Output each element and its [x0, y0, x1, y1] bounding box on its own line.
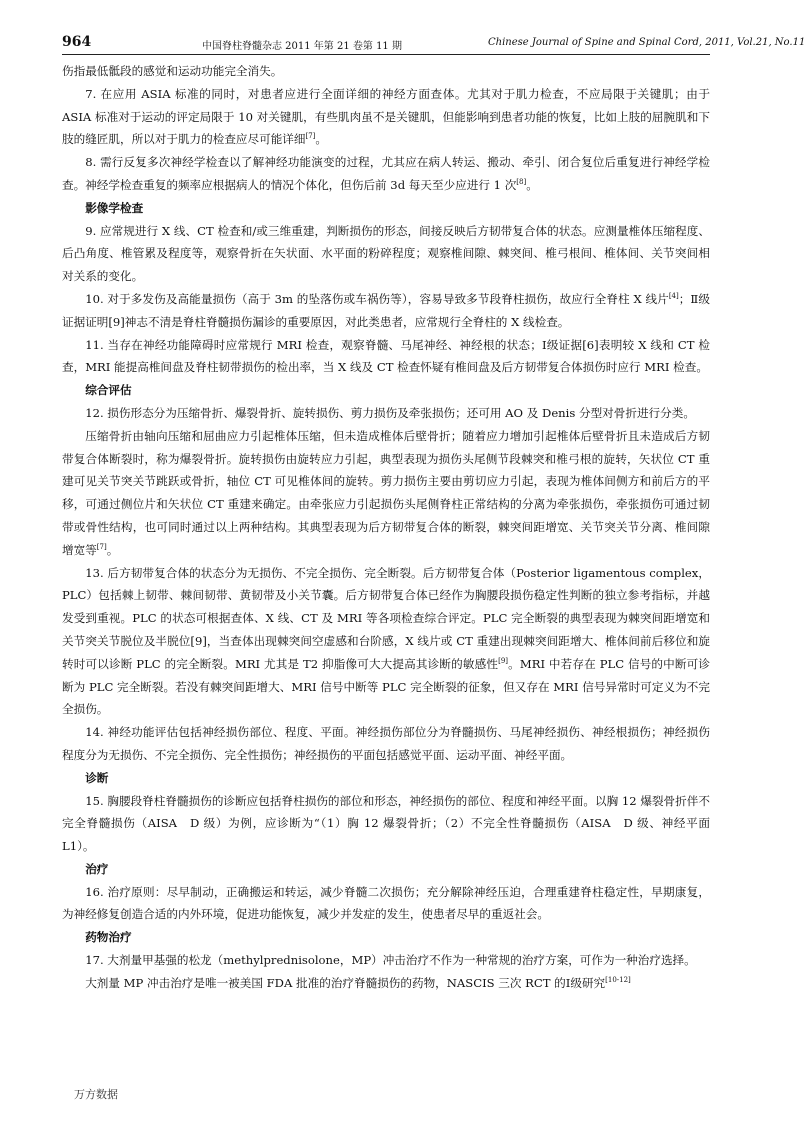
paragraph-text: 13. 后方韧带复合体的状态分为无损伤、不完全损伤、完全断裂。后方韧带复合体（Posterior ligamentous complex，PLC）包括棘上韧带、棘间韧带、黄韧带及小关节囊。后方韧带复合体已经作为胸腰段损伤稳定性判断的独立参考指标，并越发受到重视。PLC 的状态可根据查体、X 线、CT 及 MRI 等各项检查综合评定。PLC 完全断裂的典型表现为棘突间距增宽和关节突关节脱位及半脱位[9]，当查体出现棘突间空虚感和台阶感，X 线片或 CT 重建出现棘突间距增大、椎体间前后移位和旋转时可以诊断 PLC 的完全断裂。MRI 尤其是 T2 抑脂像可大大提高其诊断的敏感性: [62, 565, 710, 671]
paragraph-text: 综合评估: [85, 383, 132, 398]
paragraph-text: 药物治疗: [85, 930, 132, 945]
paragraph-text: 17. 大剂量甲基强的松龙（methylprednisolone，MP）冲击治疗不作为一种常规的治疗方案，可作为一种治疗选择。: [85, 953, 696, 968]
paragraph-text: 压缩骨折由轴向压缩和屈曲应力引起椎体压缩，但未造成椎体后壁骨折；随着应力增加引起椎体后壁骨折且未造成后方韧带复合体断裂时，称为爆裂骨折。旋转损伤由旋转应力引起，典型表现为损伤头尾侧节段棘突和椎弓根的旋转，矢状位 CT 重建可见关节突关节跳跃或骨折，轴位 CT 可见椎体间的旋转。剪力损伤主要由剪切应力引起，表现为椎体间侧方和前后方的平移，可通过侧位片和矢状位 CT 重建来确定。由牵张应力引起损伤头尾侧脊柱正常结构的分离为牵张损伤，牵张损伤可通过韧带或骨性结构，也可同时通过以上两种结构。其典型表现为后方韧带复合体的断裂，棘突间距增宽、关节突关节分离、椎间隙增宽等: [62, 428, 710, 557]
paragraph: [62, 83, 710, 151]
paragraph: [62, 562, 710, 722]
paragraph-text: 影像学检查: [85, 200, 144, 215]
paragraph-text: 12. 损伤形态分为压缩骨折、爆裂骨折、旋转损伤、剪力损伤及牵张损伤；还可用 AO 及 Denis 分型对骨折进行分类。: [85, 405, 695, 420]
paragraph: [62, 881, 710, 927]
paragraph: [62, 972, 710, 995]
paragraph: [62, 60, 710, 83]
paragraph-text: 14. 神经功能评估包括神经损伤部位、程度、平面。神经损伤部位分为脊髓损伤、马尾神经损伤、神经根损伤；神经损伤程度分为无损伤、不完全损伤、完全性损伤；神经损伤的平面包括感觉平面、运动平面、神经平面。: [62, 725, 710, 762]
paragraph-text: 16. 治疗原则：尽早制动，正确搬运和转运，减少脊髓二次损伤；充分解除神经压迫，合理重建脊柱稳定性，早期康复，为神经修复创造合适的内外环境，促进功能恢复，减少并发症的发生，使患者尽早的重返社会。: [62, 884, 710, 922]
journal-title-english: Chinese Journal of Spine and Spinal Cord, 2011, Vol.21, No.11: [488, 37, 805, 48]
paragraph-text: 9. 应常规进行 X 线、CT 检查和/或三维重建，判断损伤的形态，间接反映后方韧带复合体的状态。应测量椎体压缩程度、后凸角度、椎管累及程度等，观察骨折在矢状面、水平面的粉碎程度；观察椎间隙、棘突间、椎弓根间、椎体间、关节突间相对关系的变化。: [62, 223, 710, 284]
article-body: [62, 60, 710, 995]
paragraph-text: 伤指最低骶段的感觉和运动功能完全消失。: [62, 64, 283, 78]
section-heading: [62, 858, 710, 881]
section-heading: [62, 197, 710, 220]
citation-ref: [7]: [305, 132, 316, 141]
citation-ref: [4]: [668, 292, 679, 301]
paragraph-text: 10. 对于多发伤及高能量损伤（高于 3m 的坠落伤或车祸伤等），容易导致多节段脊柱损伤，故应行全脊柱 X 线片: [85, 291, 669, 306]
paragraph: [62, 288, 710, 334]
paragraph: [62, 790, 710, 858]
section-heading: [62, 926, 710, 949]
paragraph: [62, 151, 710, 197]
paragraph-tail: 。MRI 中若存在 PLC 信号的中断可诊断为 PLC 完全断裂。若没有棘突间距增大、MRI 信号中断等 PLC 完全断裂的征象，但又存在 MRI 信号异常时可定义为不完全损伤。: [62, 656, 710, 717]
citation-ref: [8]: [516, 178, 527, 187]
paragraph: [62, 220, 710, 288]
paragraph-tail: 。: [526, 177, 538, 192]
paragraph-text: 8. 需行反复多次神经学检查以了解神经功能演变的过程，尤其应在病人转运、搬动、牵引、闭合复位后重复进行神经学检查。神经学检查重复的频率应根据病人的情况个体化，但伤后前 3d 每天至少应进行 1 次: [62, 155, 710, 192]
citation-ref: [10-12]: [605, 976, 631, 985]
citation-ref: [9]: [498, 656, 509, 665]
paragraph: [62, 425, 710, 562]
paragraph-text: 11. 当存在神经功能障碍时应常规行 MRI 检查，观察脊髓、马尾神经、神经根的状态；Ⅰ级证据[6]表明较 X 线和 CT 检查，MRI 能提高椎间盘及脊柱韧带损伤的检出率，当 X 线及 CT 检查怀疑有椎间盘及后方韧带复合体损伤时应行 MRI 检查。: [62, 337, 710, 375]
journal-title-chinese: 中国脊柱脊髓杂志 2011 年第 21 卷第 11 期: [202, 41, 402, 52]
watermark-text: 万方数据: [74, 1088, 118, 1101]
paragraph: [62, 721, 710, 767]
paragraph-text: 15. 胸腰段脊柱脊髓损伤的诊断应包括脊柱损伤的部位和形态，神经损伤的部位、程度和神经平面。以胸 12 爆裂骨折伴不完全脊髓损伤（AISA D 级）为例，应诊断为“（1）胸 12 爆裂骨折；（2）不完全性脊髓损伤（AISA D 级、神经平面 L1）。: [62, 793, 710, 854]
page-number: 964: [62, 34, 92, 50]
paragraph-tail: 。: [315, 132, 328, 147]
paragraph-text: 大剂量 MP 冲击治疗是唯一被美国 FDA 批准的治疗脊髓损伤的药物，NASCIS 三次 RCT 的Ⅰ级研究: [85, 975, 606, 990]
paragraph-text: 诊断: [85, 770, 109, 785]
paragraph: [62, 334, 710, 380]
citation-ref: [7]: [96, 542, 107, 551]
section-heading: [62, 379, 710, 402]
running-header: [62, 34, 805, 55]
paragraph-text: 治疗: [85, 861, 109, 876]
paragraph-text: 7. 在应用 ASIA 标准的同时，对患者应进行全面详细的神经方面查体。尤其对于肌力检查，不应局限于关键肌；由于 ASIA 标准对于运动的评定局限于 10 对关键肌，有些肌肉虽不是关键肌，但能影响到患者功能的恢复，比如上肢的屈腕肌和下肢的缝匠肌，所以对于肌力的检查应尽可能详细: [62, 86, 710, 147]
paragraph: [62, 402, 710, 425]
paragraph-tail: ；Ⅱ级证据证明[9]神志不清是脊柱脊髓损伤漏诊的重要原因，对此类患者，应常规行全脊柱的 X 线检查。: [62, 291, 710, 329]
paragraph-tail: 。: [106, 542, 119, 557]
section-heading: [62, 767, 710, 790]
paragraph: [62, 949, 710, 972]
